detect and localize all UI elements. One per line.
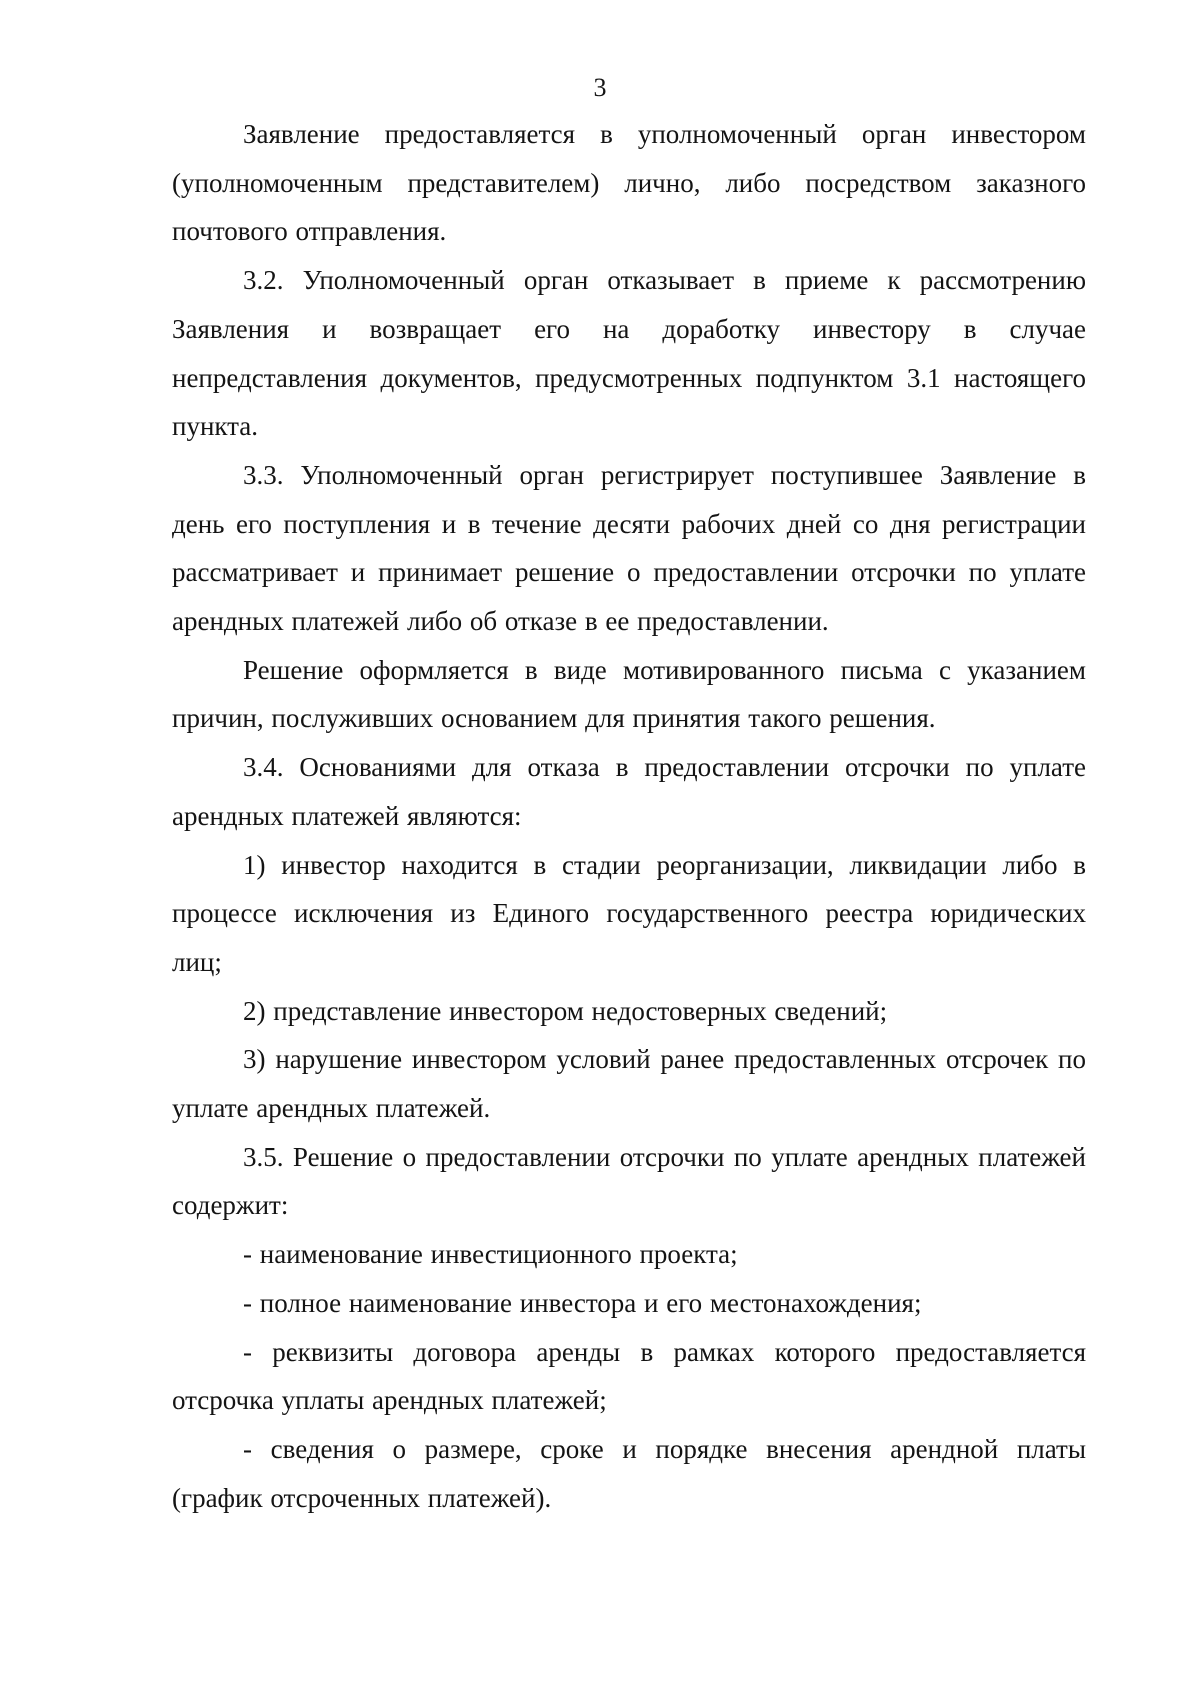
list-item-payment-schedule: - сведения о размере, сроке и порядке внесения арендной платы (график отсроченных платежей). <box>172 1433 1086 1513</box>
paragraph-3-5-decision-contents: 3.5. Решение о предоставлении отсрочки по уплате арендных платежей содержит: <box>172 1141 1086 1221</box>
list-item-investor-name: - полное наименование инвестора и его местонахождения; <box>243 1287 922 1318</box>
paragraph-application-submission: Заявление предоставляется в уполномоченный орган инвестором (уполномоченным представителем) лично, либо посредством заказного почтового отправления. <box>172 119 1086 247</box>
page-number: 3 <box>593 73 607 102</box>
list-item-ground-3: 3) нарушение инвестором условий ранее предоставленных отсрочек по уплате арендных платежей. <box>172 1044 1086 1124</box>
document-body <box>172 110 1086 1522</box>
paragraph-3-2-refusal-to-accept: 3.2. Уполномоченный орган отказывает в приеме к рассмотрению Заявления и возвращает его на доработку инвестору в случае непредставления документов, предусмотренных подпунктом 3.1 настоящего пункта. <box>172 265 1086 442</box>
paragraph-decision-format: Решение оформляется в виде мотивированного письма с указанием причин, послуживших основанием для принятия такого решения. <box>172 654 1086 734</box>
paragraph-3-3-registration: 3.3. Уполномоченный орган регистрирует поступившее Заявление в день его поступления и в течение десяти рабочих дней со дня регистрации рассматривает и принимает решение о предоставлении отсрочки по уплате арендных платежей либо об отказе в ее предоставлении. <box>172 459 1086 637</box>
list-item-ground-2: 2) представление инвестором недостоверных сведений; <box>243 995 888 1026</box>
paragraph-3-4-grounds-for-refusal: 3.4. Основаниями для отказа в предоставлении отсрочки по уплате арендных платежей являются: <box>172 752 1086 831</box>
list-item-ground-1: 1) инвестор находится в стадии реорганизации, ликвидации либо в процессе исключения из Единого государственного реестра юридических лиц; <box>172 849 1086 977</box>
list-item-project-name: - наименование инвестиционного проекта; <box>243 1239 738 1270</box>
list-item-lease-details: - реквизиты договора аренды в рамках которого предоставляется отсрочка уплаты арендных платежей; <box>172 1336 1086 1416</box>
